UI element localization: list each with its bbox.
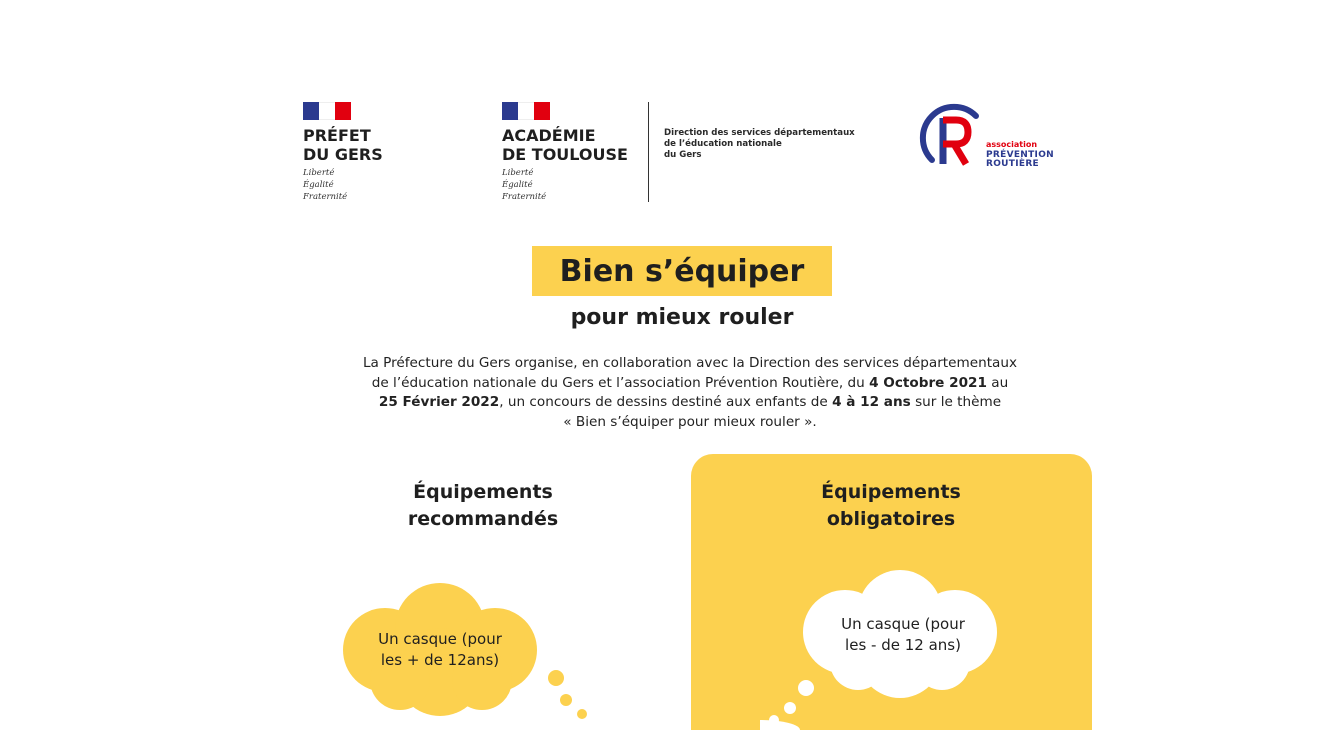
dsden-text: Direction des services départementaux de l’éducation nationale du Gers [664, 128, 855, 160]
prevention-big-label-2: ROUTIÈRE [986, 159, 1040, 169]
prevention-routiere-icon [918, 102, 990, 170]
prevention-big-label-1: PRÉVENTION [986, 150, 1054, 160]
recommended-heading: Équipements recommandés [407, 481, 559, 530]
academie-logo [502, 102, 628, 203]
academie-title-line1: ACADÉMIE [502, 126, 596, 145]
prevention-routiere-logo [918, 102, 1068, 172]
prefet-logo [303, 102, 383, 203]
mandatory-heading: Équipements obligatoires [821, 481, 961, 530]
recommended-bubble-text: Un casque (pour les + de 12ans) [378, 630, 502, 669]
page-subtitle: pour mieux rouler [570, 305, 794, 330]
french-flag-icon [502, 102, 550, 120]
prefet-title-line1: PRÉFET [303, 126, 371, 145]
mandatory-bubble-text: Un casque (pour les - de 12 ans) [841, 615, 965, 654]
prefet-motto: Liberté Égalité Fraternité [303, 168, 348, 202]
academie-motto: Liberté Égalité Fraternité [502, 168, 547, 202]
french-flag-icon [303, 102, 351, 120]
academie-title-line2: DE TOULOUSE [502, 145, 628, 164]
intro-paragraph: La Préfecture du Gers organise, en collaboration avec la Direction des services départementaux de l’éducation nationale du Gers et l’association Prévention Routière, du 4 Octobre 2021 au 25 Février 2022, un concours de dessins destiné aux enfants de 4 à 12 ans sur le thème « Bien s’équiper pour mieux rouler ». [362, 355, 1018, 430]
prefet-title-line2: DU GERS [303, 145, 383, 164]
page-title: Bien s’équiper [559, 253, 805, 289]
logo-divider [648, 102, 649, 202]
title-banner [532, 246, 832, 296]
prevention-small-label: association [986, 140, 1038, 149]
